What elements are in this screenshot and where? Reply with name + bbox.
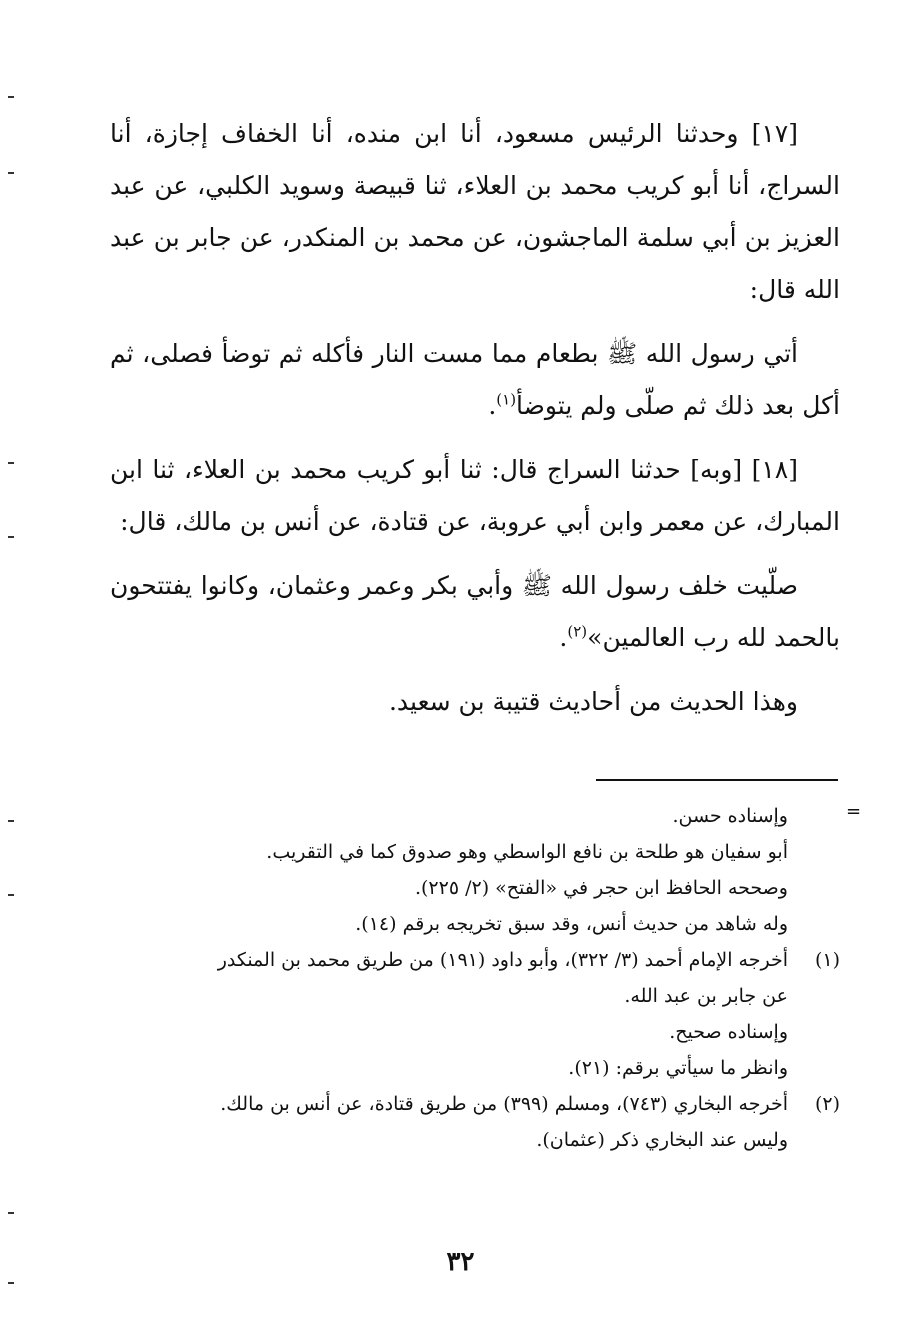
footnote-line: وانظر ما سيأتي برقم: (٢١). [568, 1057, 788, 1079]
period: . [488, 391, 497, 420]
hadith-text-18 [110, 560, 840, 664]
footnote-line: وإسناده صحيح. [669, 1021, 788, 1043]
footnote-2-text: أخرجه البخاري (٧٤٣)، ومسلم (٣٩٩) من طريق قتادة، عن أنس بن مالك. [220, 1093, 788, 1115]
closing-remark: وهذا الحديث من أحاديث قتيبة بن سعيد. [388, 687, 798, 716]
footnote-1 [110, 942, 840, 978]
footnote-ref-1: (١) [496, 390, 517, 409]
paragraph-18: [١٨] [وبه] حدثنا السراج قال: ثنا أبو كريب محمد بن العلاء، ثنا ابن المبارك، عن معمر وابن أبي عروبة، عن قتادة، عن أنس بن مالك، قال: [110, 455, 840, 536]
paragraph-17: [١٧] وحدثنا الرئيس مسعود، أنا ابن منده، أنا الخفاف إجازة، أنا السراج، أنا أبو كريب محمد بن العلاء، ثنا قبيصة وسويد الكلبي، عن عبد العزيز بن أبي سلمة الماجشون، عن محمد بن المنكدر، عن جابر بن عبد الله قال: [110, 119, 840, 304]
continuation-mark: = [846, 801, 862, 822]
margin-tick [8, 894, 14, 896]
footnote-1-number: (١) [814, 949, 840, 971]
footnote-line: وليس عند البخاري ذكر (عثمان). [536, 1129, 788, 1151]
footnote-separator [596, 779, 838, 781]
footnote-line: أبو سفيان هو طلحة بن نافع الواسطي وهو صدوق كما في التقريب. [266, 841, 788, 863]
margin-tick [8, 1212, 14, 1214]
footnote-line: وله شاهد من حديث أنس، وقد سبق تخريجه برقم (١٤). [355, 913, 788, 935]
footnote-2-number: (٢) [814, 1093, 840, 1115]
margin-tick [8, 96, 14, 98]
footnotes [110, 798, 840, 1158]
footnote-2 [110, 1086, 840, 1122]
hadith-text-18-body: صلّيت خلف رسول الله ﷺ وأبي بكر وعمر وعثمان، وكانوا يفتتحون بالحمد لله رب العالمين» [110, 571, 840, 652]
footnote-line: وإسناده حسن. [672, 805, 788, 827]
margin-tick [8, 820, 14, 822]
footnote-1-text: أخرجه الإمام أحمد (٣/ ٣٢٢)، وأبو داود (١٩١) من طريق محمد بن المنكدر [217, 949, 788, 971]
margin-tick [8, 1282, 14, 1284]
period: . [559, 623, 568, 652]
margin-tick [8, 172, 14, 174]
margin-tick [8, 462, 14, 464]
hadith-text-17-body: أتي رسول الله ﷺ بطعام مما مست النار فأكله ثم توضأ فصلى، ثم أكل بعد ذلك ثم صلّى ولم يتوضأ [110, 339, 840, 420]
margin-tick [8, 536, 14, 538]
page-number: ٣٢ [446, 1247, 475, 1277]
footnote-line: وصححه الحافظ ابن حجر في «الفتح» (٢/ ٢٢٥). [414, 877, 788, 899]
footnote-line: عن جابر بن عبد الله. [624, 985, 788, 1007]
hadith-text-17 [110, 328, 840, 432]
main-text [110, 108, 840, 740]
footnote-ref-2: (٢) [567, 622, 588, 641]
